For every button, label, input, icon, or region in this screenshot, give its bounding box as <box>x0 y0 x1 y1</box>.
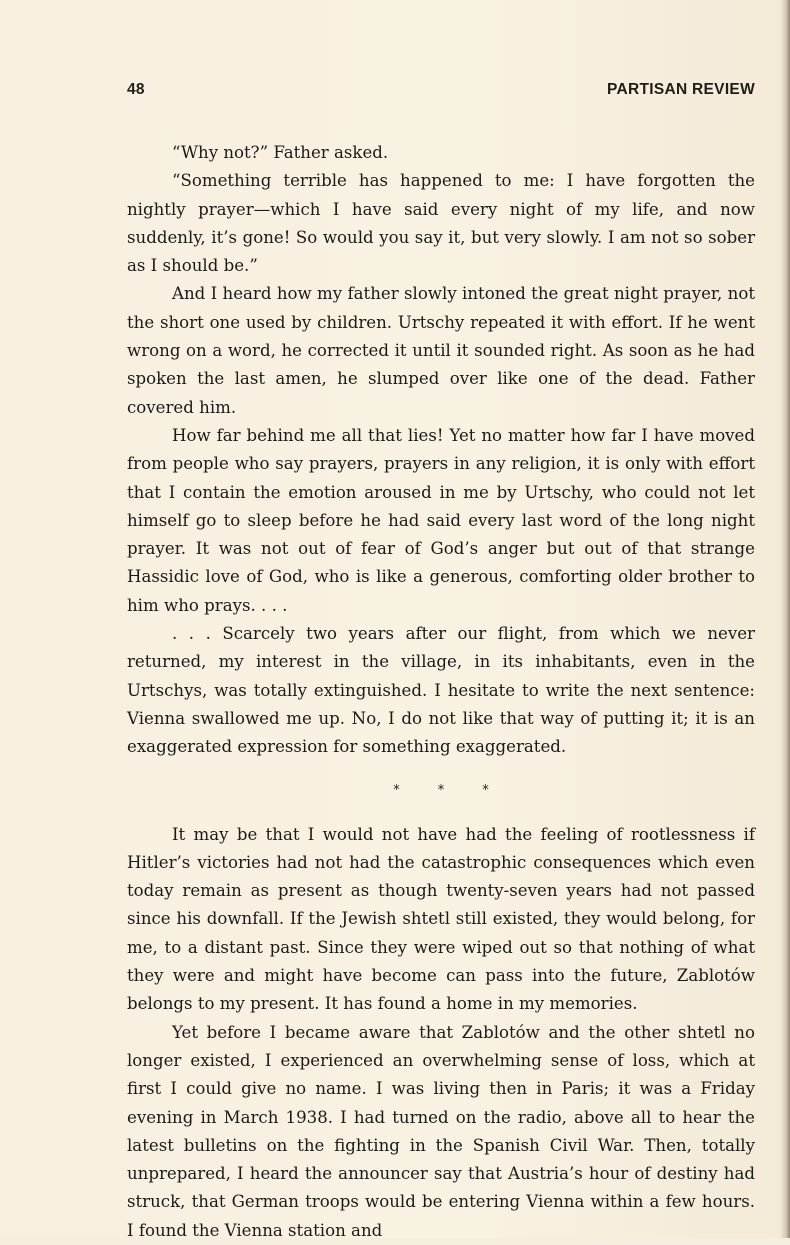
paragraph: And I heard how my father slowly intoned the great night prayer, not the short one used by children. Urtschy repeated it with effort. If he went wrong on a word, he corrected it until it sounded right. As soon as he had spoken the last amen, he slumped over like one of the dead. Father covered him. <box>127 284 755 417</box>
paragraph: How far behind me all that lies! Yet no matter how far I have moved from people who say prayers, prayers in any religion, it is only with effort that I contain the emotion aroused in me by Urtschy, who could not let himself go to sleep before he had said every last word of the long night prayer. It was not out of fear of God’s anger but out of that strange Hassidic love of God, who is like a generous, comforting older brother to him who prays. . . . <box>127 425 755 615</box>
paragraph: Yet before I became aware that Zablotów and the other shtetl no longer existed, I experienced an overwhelming sense of loss, which at first I could give no name. I was living then in Paris; it was a Friday evening in March 1938. I had turned on the radio, above all to hear the latest bulletins on the fighting in the Spanish Civil War. Then, totally unprepared, I heard the announcer say that Austria’s hour of destiny had struck, that German troops would be entering Vienna within a few hours. I found the Vienna station and <box>127 1022 755 1240</box>
paragraph: “Why not?” Father asked. <box>172 143 389 162</box>
running-head: PARTISAN REVIEW <box>606 81 755 98</box>
section-break-star: * <box>437 782 445 798</box>
section-break <box>127 762 755 821</box>
section-break-star: * <box>393 782 400 798</box>
paragraph: It may be that I would not have had the feeling of rootlessness if Hitler’s victories had not had the catastrophic consequences which even today remain as present as though twenty-seven years had not passed since his downfall. If the Jewish shtetl still existed, they would belong, for me, to a distant past. Since they were wiped out so that nothing of what they were and might have become can pass into the future, Zablotów belongs to my present. It has found a home in my memories. <box>127 824 755 1014</box>
body-text <box>127 139 755 1245</box>
page-number: 48 <box>127 81 145 98</box>
page-edge-shadow <box>780 0 790 1238</box>
paragraph: . . . Scarcely two years after our flight, from which we never returned, my interest in the village, in its inhabitants, even in the Urtschys, was totally extinguished. I hesitate to write the next sentence: Vienna swallowed me up. No, I do not like that way of putting it; it is an exaggerated expression for something exaggerated. <box>127 624 755 757</box>
section-break-star: * <box>482 782 489 798</box>
page-header <box>127 81 755 103</box>
paragraph: “Something terrible has happened to me: I have forgotten the nightly prayer—which I have said every night of my life, and now suddenly, it’s gone! So would you say it, but very slowly. I am not so sober as I should be.” <box>127 171 755 276</box>
